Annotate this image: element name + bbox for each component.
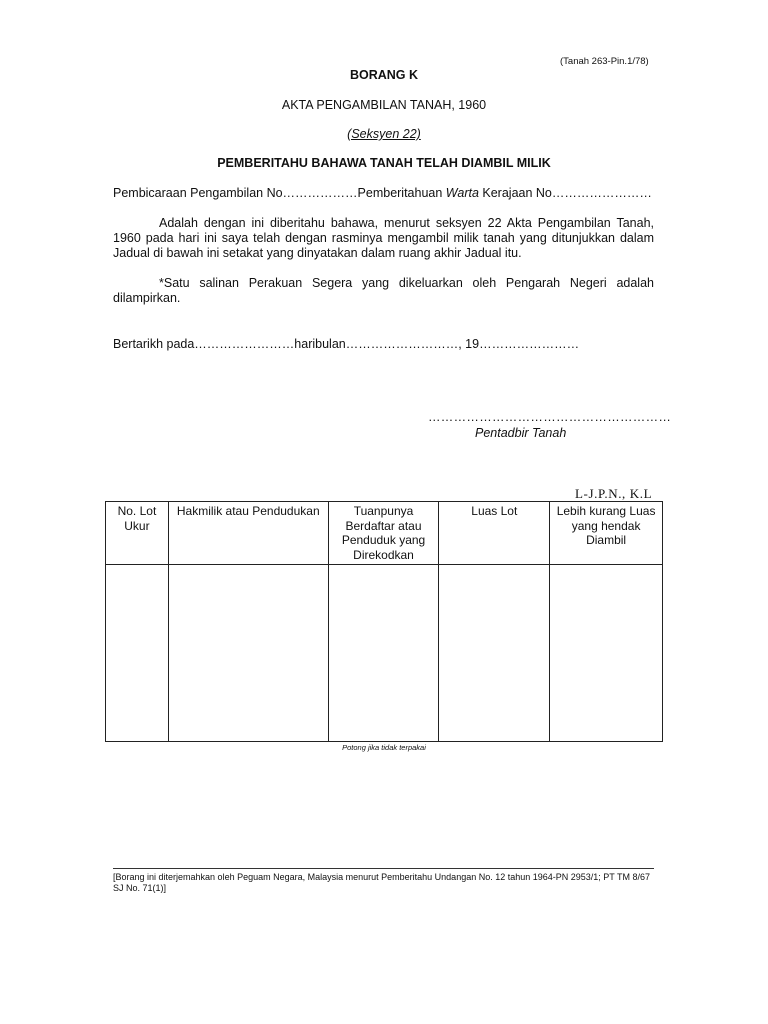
cut-note: Potong jika tidak terpakai	[342, 743, 426, 752]
cell-area[interactable]	[439, 565, 550, 742]
schedule-table	[105, 501, 663, 742]
certificate-paragraph: *Satu salinan Perakuan Segera yang dikeluarkan oleh Pengarah Negeri adalah dilampirkan.	[113, 276, 654, 305]
proceedings-line	[113, 186, 654, 201]
cell-title[interactable]	[168, 565, 328, 742]
proceedings-line-suffix: Kerajaan No……………………	[478, 186, 652, 200]
cell-lot[interactable]	[106, 565, 169, 742]
form-title: BORANG K	[349, 68, 419, 82]
notice-title: PEMBERITAHU BAHAWA TANAH TELAH DIAMBIL MILIK	[217, 156, 551, 170]
section-reference: (Seksyen 22)	[347, 127, 421, 141]
column-header-area-acquired: Lebih kurang Luas yang hendak Diambil	[550, 502, 663, 565]
signature-title: Pentadbir Tanah	[475, 426, 567, 440]
cell-owner[interactable]	[328, 565, 439, 742]
column-header-lot: No. Lot Ukur	[106, 502, 169, 565]
schedule-header-row	[106, 502, 663, 565]
footnote-divider	[113, 868, 654, 869]
column-header-owner: Tuanpunya Berdaftar atau Penduduk yang Direkodkan	[328, 502, 439, 565]
schedule-reference: L-J.P.N., K.L	[575, 486, 653, 501]
cell-area-acquired[interactable]	[550, 565, 663, 742]
act-title: AKTA PENGAMBILAN TANAH, 1960	[281, 98, 487, 112]
column-header-title: Hakmilik atau Pendudukan	[168, 502, 328, 565]
proceedings-line-italic: Warta	[445, 186, 479, 200]
proceedings-line-prefix: Pembicaraan Pengambilan No………………Pemberitahuan	[113, 186, 446, 200]
form-reference: (Tanah 263-Pin.1/78)	[560, 56, 649, 67]
schedule-entry-row	[106, 565, 663, 742]
footnote: [Borang ini diterjemahkan oleh Peguam Negara, Malaysia menurut Pemberitahu Undangan No. 12 tahun 1964-PN 2953/1; PT TM 8/67 SJ No. 71(1)]	[113, 872, 650, 893]
notice-paragraph: Adalah dengan ini diberitahu bahawa, menurut seksyen 22 Akta Pengambilan Tanah, 1960 pada hari ini saya telah dengan rasminya mengambil milik tanah yang ditunjukkan dalam Jadual di bawah ini setakat yang dinyatakan dalam ruang akhir Jadual itu.	[113, 216, 654, 260]
column-header-area: Luas Lot	[439, 502, 550, 565]
signature-line: …………………………………………………	[428, 410, 672, 424]
date-line: Bertarikh pada……………………haribulan………………………, 19……………………	[113, 337, 580, 351]
